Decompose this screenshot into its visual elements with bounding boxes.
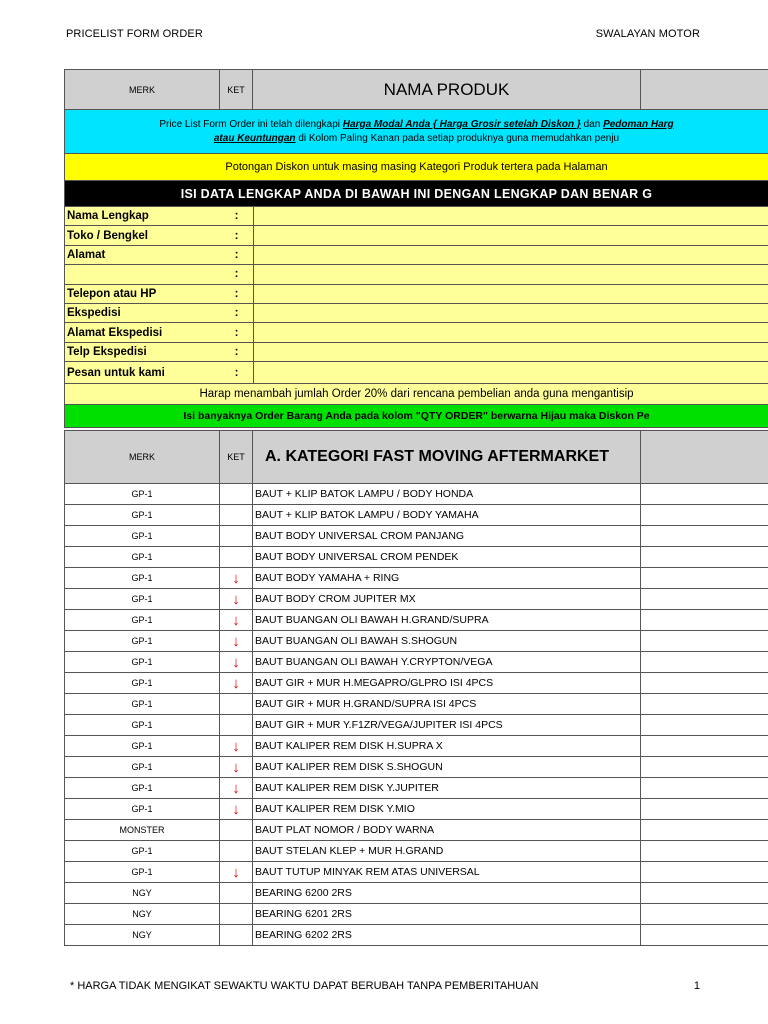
ket-cell — [220, 862, 253, 882]
merk-cell: GP-1 — [65, 715, 220, 735]
info-line-2 — [214, 132, 619, 146]
ket-cell — [220, 778, 253, 798]
table-row[interactable] — [64, 526, 768, 547]
fill-data-banner: ISI DATA LENGKAP ANDA DI BAWAH INI DENGAN LENGKAP DAN BENAR G — [64, 181, 768, 207]
merk-header: MERK — [65, 70, 220, 109]
nama-produk-header: NAMA PRODUK — [253, 70, 641, 109]
merk-cell: GP-1 — [65, 673, 220, 693]
harga-modal-link[interactable]: Harga Modal Anda { Harga Grosir setelah Diskon } — [342, 118, 581, 130]
form-label: Toko / Bengkel — [67, 229, 148, 242]
merk-cell: GP-1 — [65, 799, 220, 819]
discount-banner: Potongan Diskon untuk masing masing Kategori Produk tertera pada Halaman — [64, 154, 768, 181]
order-sheet — [64, 69, 768, 946]
merk-cell: GP-1 — [65, 862, 220, 882]
merk-cell: GP-1 — [65, 589, 220, 609]
table-row[interactable] — [64, 799, 768, 820]
table-row[interactable] — [64, 736, 768, 757]
table-row[interactable] — [64, 778, 768, 799]
table-row[interactable] — [64, 673, 768, 694]
form-row-pesan[interactable] — [64, 362, 768, 384]
merk-cell: GP-1 — [65, 610, 220, 630]
ket-cell — [220, 631, 253, 651]
form-row-telp-ekspedisi[interactable] — [64, 343, 768, 362]
product-name-cell: BAUT BUANGAN OLI BAWAH H.GRAND/SUPRA — [253, 610, 641, 630]
down-arrow-icon: ↓ — [232, 674, 240, 692]
table-row[interactable] — [64, 925, 768, 946]
table-row[interactable] — [64, 883, 768, 904]
table-row[interactable] — [64, 631, 768, 652]
product-name-cell: BEARING 6202 2RS — [253, 925, 641, 945]
info-text: di Kolom Paling Kanan pada setiap produknya guna memudahkan penju — [295, 132, 620, 144]
ket-cell — [220, 652, 253, 672]
merk-cell: NGY — [65, 925, 220, 945]
form-label: Pesan untuk kami — [67, 366, 165, 379]
page-number: 1 — [693, 980, 700, 992]
product-name-cell: BEARING 6200 2RS — [253, 883, 641, 903]
product-name-cell: BAUT KALIPER REM DISK H.SUPRA X — [253, 736, 641, 756]
product-name-cell: BAUT + KLIP BATOK LAMPU / BODY YAMAHA — [253, 505, 641, 525]
form-colon: : — [220, 285, 254, 303]
table-row[interactable] — [64, 589, 768, 610]
document-header-left: PRICELIST FORM ORDER — [66, 28, 203, 40]
product-name-cell: BAUT GIR + MUR H.GRAND/SUPRA ISI 4PCS — [253, 694, 641, 714]
ket-header: KET — [220, 431, 253, 483]
merk-cell: GP-1 — [65, 505, 220, 525]
table-row[interactable] — [64, 757, 768, 778]
product-name-cell: BAUT KALIPER REM DISK Y.JUPITER — [253, 778, 641, 798]
merk-cell: NGY — [65, 904, 220, 924]
merk-cell: GP-1 — [65, 652, 220, 672]
product-name-cell: BAUT TUTUP MINYAK REM ATAS UNIVERSAL — [253, 862, 641, 882]
document-header-right: SWALAYAN MOTOR — [595, 28, 700, 40]
ket-cell — [220, 673, 253, 693]
product-name-cell: BAUT BODY UNIVERSAL CROM PANJANG — [253, 526, 641, 546]
ket-cell — [220, 589, 253, 609]
product-name-cell: BAUT KALIPER REM DISK S.SHOGUN — [253, 757, 641, 777]
form-row-toko[interactable] — [64, 226, 768, 245]
merk-cell: MONSTER — [65, 820, 220, 840]
form-row-telepon[interactable] — [64, 285, 768, 304]
product-name-cell: BAUT + KLIP BATOK LAMPU / BODY HONDA — [253, 484, 641, 504]
down-arrow-icon: ↓ — [232, 632, 240, 650]
form-colon: : — [220, 304, 254, 322]
merk-cell: GP-1 — [65, 484, 220, 504]
form-colon: : — [220, 323, 254, 341]
down-arrow-icon: ↓ — [232, 590, 240, 608]
merk-cell: GP-1 — [65, 736, 220, 756]
merk-cell: GP-1 — [65, 841, 220, 861]
ket-cell — [220, 547, 253, 567]
table-row[interactable] — [64, 715, 768, 736]
product-name-cell: BAUT KALIPER REM DISK Y.MIO — [253, 799, 641, 819]
ket-cell — [220, 736, 253, 756]
ket-cell — [220, 484, 253, 504]
table-row[interactable] — [64, 505, 768, 526]
form-label: Alamat — [67, 248, 106, 261]
form-label: Ekspedisi — [67, 307, 121, 320]
merk-cell: GP-1 — [65, 526, 220, 546]
down-arrow-icon: ↓ — [232, 569, 240, 587]
down-arrow-icon: ↓ — [232, 737, 240, 755]
form-label: Alamat Ekspedisi — [67, 326, 163, 339]
ket-cell — [220, 841, 253, 861]
table-row[interactable] — [64, 547, 768, 568]
product-name-cell: BAUT BODY UNIVERSAL CROM PENDEK — [253, 547, 641, 567]
form-colon: : — [220, 246, 254, 264]
down-arrow-icon: ↓ — [232, 779, 240, 797]
ket-cell — [220, 883, 253, 903]
category-header-row — [64, 430, 768, 484]
form-label: Telp Ekspedisi — [67, 345, 147, 358]
product-name-cell: BAUT BUANGAN OLI BAWAH S.SHOGUN — [253, 631, 641, 651]
form-label: Nama Lengkap — [67, 210, 149, 223]
form-label: Telepon atau HP — [67, 287, 157, 300]
merk-cell: NGY — [65, 883, 220, 903]
info-text: dan — [580, 118, 604, 130]
form-colon: : — [220, 362, 254, 383]
ket-cell — [220, 799, 253, 819]
info-banner — [64, 110, 768, 154]
qty-order-banner: Isi banyaknya Order Barang Anda pada kolom "QTY ORDER" berwarna Hijau maka Diskon Pe — [64, 405, 768, 428]
product-name-cell: BAUT BUANGAN OLI BAWAH Y.CRYPTON/VEGA — [253, 652, 641, 672]
ket-cell — [220, 925, 253, 945]
footer-note: * HARGA TIDAK MENGIKAT SEWAKTU WAKTU DAPAT BERUBAH TANPA PEMBERITAHUAN — [70, 980, 539, 992]
down-arrow-icon: ↓ — [232, 653, 240, 671]
table-row[interactable] — [64, 862, 768, 883]
table-header-row — [64, 69, 768, 110]
form-colon: : — [220, 343, 254, 361]
product-name-cell: BAUT BODY YAMAHA + RING — [253, 568, 641, 588]
table-row[interactable] — [64, 841, 768, 862]
form-colon: : — [220, 207, 254, 225]
customer-form — [64, 207, 768, 384]
merk-cell: GP-1 — [65, 547, 220, 567]
merk-header: MERK — [65, 431, 220, 483]
table-row[interactable] — [64, 568, 768, 589]
product-name-cell: BEARING 6201 2RS — [253, 904, 641, 924]
down-arrow-icon: ↓ — [232, 800, 240, 818]
form-colon: : — [220, 226, 254, 244]
table-row[interactable] — [64, 820, 768, 841]
form-row-alamat[interactable] — [64, 246, 768, 265]
form-colon: : — [220, 265, 254, 283]
table-row[interactable] — [64, 610, 768, 631]
table-row[interactable] — [64, 484, 768, 505]
pedoman-harga-link[interactable]: Pedoman Harg — [603, 118, 674, 130]
ket-cell — [220, 904, 253, 924]
product-name-cell: BAUT BODY CROM JUPITER MX — [253, 589, 641, 609]
product-name-cell: BAUT STELAN KLEP + MUR H.GRAND — [253, 841, 641, 861]
merk-cell: GP-1 — [65, 778, 220, 798]
merk-cell: GP-1 — [65, 694, 220, 714]
table-row[interactable] — [64, 694, 768, 715]
merk-cell: GP-1 — [65, 757, 220, 777]
category-title: A. KATEGORI FAST MOVING AFTERMARKET — [253, 431, 641, 483]
order-notice: Harap menambah jumlah Order 20% dari rencana pembelian anda guna mengantisip — [64, 384, 768, 405]
ket-cell — [220, 568, 253, 588]
ket-cell — [220, 526, 253, 546]
down-arrow-icon: ↓ — [232, 611, 240, 629]
form-row-alamat-2[interactable] — [64, 265, 768, 284]
down-arrow-icon: ↓ — [232, 863, 240, 881]
ket-cell — [220, 694, 253, 714]
ket-cell — [220, 610, 253, 630]
table-row[interactable] — [64, 652, 768, 673]
ket-cell — [220, 757, 253, 777]
info-text: Price List Form Order ini telah dilengkapi — [159, 118, 343, 130]
form-row-alamat-ekspedisi[interactable] — [64, 323, 768, 342]
merk-cell: GP-1 — [65, 631, 220, 651]
ket-cell — [220, 505, 253, 525]
ket-cell — [220, 715, 253, 735]
ket-cell — [220, 820, 253, 840]
info-line-1 — [159, 118, 673, 132]
keuntungan-link[interactable]: atau Keuntungan — [213, 132, 296, 144]
table-row[interactable] — [64, 904, 768, 925]
merk-cell: GP-1 — [65, 568, 220, 588]
ket-header: KET — [220, 70, 253, 109]
down-arrow-icon: ↓ — [232, 758, 240, 776]
form-row-ekspedisi[interactable] — [64, 304, 768, 323]
product-name-cell: BAUT PLAT NOMOR / BODY WARNA — [253, 820, 641, 840]
form-row-nama[interactable] — [64, 207, 768, 226]
product-name-cell: BAUT GIR + MUR Y.F1ZR/VEGA/JUPITER ISI 4PCS — [253, 715, 641, 735]
product-list — [64, 484, 768, 946]
product-name-cell: BAUT GIR + MUR H.MEGAPRO/GLPRO ISI 4PCS — [253, 673, 641, 693]
